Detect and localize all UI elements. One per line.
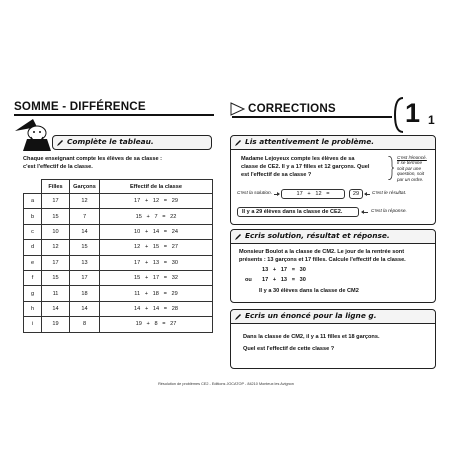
garcons-cell: 14 [70, 301, 100, 316]
solution-label: C'est la solution. [237, 191, 273, 196]
table-row [24, 270, 213, 285]
operand-a: 14 [134, 305, 141, 312]
reponse-label: C'est la réponse. [371, 209, 407, 214]
box3-line2: Quel est l'effectif de cette classe ? [243, 346, 335, 352]
chapter-subnumber: 1 [428, 113, 435, 127]
effectif-cell [100, 301, 213, 316]
row-label: g [24, 286, 42, 301]
filles-cell: 12 [42, 240, 70, 255]
box1-text-line1: Madame Lejoyeux compte les élèves de sa [241, 156, 355, 162]
effectif-table [23, 179, 213, 333]
box-ecris-enonce [230, 309, 436, 369]
box2-title: Ecris solution, résultat et réponse. [245, 231, 390, 240]
filles-cell: 17 [42, 194, 70, 209]
effectif-cell [100, 224, 213, 239]
effectif-cell [100, 255, 213, 270]
garcons-cell: 12 [70, 194, 100, 209]
operand-a: 15 [135, 213, 142, 220]
pencil-icon [234, 313, 242, 321]
note-enonce-line2: Il se termine [397, 160, 423, 166]
sum-result: 22 [170, 213, 177, 220]
operand-b: 13 [152, 259, 160, 266]
operand-a: 19 [135, 321, 142, 328]
sum-result: 29 [171, 198, 178, 205]
garcons-cell: 8 [70, 317, 100, 332]
left-title: SOMME - DIFFÉRENCE [14, 100, 146, 113]
col-effectif: Effectif de la classe [100, 180, 213, 194]
col-filles: Filles [42, 180, 70, 194]
row-label: b [24, 209, 42, 224]
operand-a: 17 [134, 198, 141, 205]
operand-a: 11 [134, 290, 141, 297]
effectif-cell [100, 209, 213, 224]
note-enonce [397, 155, 435, 182]
garcons-cell: 7 [70, 209, 100, 224]
operand-a: 15 [134, 275, 141, 282]
footer-credit: Résolution de problèmes CE2 - Editions JOCATOP - 84210 Monteux les Avignon [158, 382, 294, 386]
filles-cell: 15 [42, 209, 70, 224]
table-row [24, 224, 213, 239]
garcons-cell: 14 [70, 224, 100, 239]
row-label: e [24, 255, 42, 270]
table-corner [24, 180, 42, 194]
sum-result: 32 [171, 275, 178, 282]
operand-b: 14 [152, 228, 160, 235]
box-lis-probleme [230, 135, 436, 225]
box2-ou: ou [245, 277, 252, 283]
row-label: d [24, 240, 42, 255]
plus-sign: + [140, 244, 153, 251]
operand-b: 14 [152, 305, 160, 312]
note-enonce-line4: question, soit [397, 171, 425, 177]
sol-plus: + [307, 191, 311, 197]
filles-cell: 10 [42, 224, 70, 239]
plus-sign: + [140, 290, 153, 297]
plus-sign: + [141, 321, 155, 328]
note-enonce-line1: C'est l'énoncé. [397, 155, 427, 160]
equals-sign: = [158, 290, 172, 297]
sol-a: 17 [296, 191, 303, 197]
box3-header [231, 310, 435, 324]
box1-title: Lis attentivement le problème. [245, 137, 375, 146]
solution-expression [281, 189, 345, 199]
row-label: a [24, 194, 42, 209]
garcons-cell: 17 [70, 270, 100, 285]
operand-b: 18 [152, 290, 159, 297]
result-label: C'est le résultat. [372, 191, 407, 196]
complete-table-header [52, 135, 212, 150]
box2-text-line1: Monsieur Boulot a la classe de CM2. Le jour de la rentrée sont [239, 249, 405, 255]
table-row [24, 317, 213, 332]
note-enonce-line5: par un ordre. [397, 176, 424, 182]
garcons-cell: 13 [70, 255, 100, 270]
box2-header [231, 230, 435, 244]
plus-sign: + [141, 213, 155, 220]
equals-sign: = [159, 305, 172, 312]
operand-a: 12 [134, 244, 141, 251]
box3-title: Ecris un énoncé pour la ligne g. [245, 311, 377, 320]
sol-b: 12 [315, 191, 322, 197]
operand-b: 15 [152, 244, 160, 251]
filles-cell: 17 [42, 255, 70, 270]
filles-cell: 19 [42, 317, 70, 332]
sum-result: 27 [170, 321, 177, 328]
box1-header [231, 136, 435, 150]
result-arrow [365, 194, 370, 195]
row-label: c [24, 224, 42, 239]
sum-result: 28 [171, 305, 178, 312]
sum-result: 29 [171, 290, 178, 297]
effectif-cell [100, 240, 213, 255]
table-header-row [24, 180, 213, 194]
col-garcons: Garçons [70, 180, 100, 194]
sol-eq: = [326, 191, 330, 197]
equals-sign: = [157, 321, 171, 328]
effectif-cell [100, 194, 213, 209]
equals-sign: = [159, 198, 172, 205]
filles-cell: 14 [42, 301, 70, 316]
effectif-cell [100, 317, 213, 332]
garcons-cell: 15 [70, 240, 100, 255]
left-intro-line1: Chaque enseignant compte les élèves de sa classe : [23, 156, 162, 162]
plus-sign: + [140, 228, 153, 235]
complete-table-title: Complète le tableau. [67, 137, 154, 146]
play-arrow-icon [230, 102, 246, 116]
sum-result: 27 [171, 244, 178, 251]
solution-arrow [274, 194, 279, 195]
operand-b: 7 [154, 213, 158, 220]
answer-box: Il y a 29 élèves dans la classe de CE2. [237, 207, 359, 217]
box1-text-line3: est l'effectif de sa classe ? [241, 172, 312, 178]
garcons-cell: 18 [70, 286, 100, 301]
effectif-cell [100, 270, 213, 285]
pencil-icon [56, 139, 64, 147]
operand-a: 17 [134, 259, 141, 266]
filles-cell: 11 [42, 286, 70, 301]
table-row [24, 286, 213, 301]
sum-result: 30 [171, 259, 178, 266]
row-label: h [24, 301, 42, 316]
note-enonce-line3: soit par une [397, 165, 422, 171]
pencil-icon [234, 139, 242, 147]
equals-sign: = [157, 213, 171, 220]
operand-a: 10 [134, 228, 141, 235]
box2-calc2: 17 + 13 = 30 [262, 277, 306, 283]
box2-calc1: 13 + 17 = 30 [262, 267, 306, 273]
box2-text-line2: présents : 13 garçons et 17 filles. Calcule l'effectif de la classe. [239, 257, 406, 263]
equals-sign: = [159, 275, 172, 282]
corrections-underline [232, 116, 392, 118]
plus-sign: + [140, 198, 153, 205]
plus-sign: + [140, 305, 153, 312]
chapter-number: 1 [405, 98, 421, 128]
equals-sign: = [159, 259, 172, 266]
pencil-icon [234, 233, 242, 241]
equals-sign: = [159, 228, 172, 235]
corrections-title: CORRECTIONS [248, 102, 336, 115]
operand-b: 8 [154, 321, 158, 328]
plus-sign: + [140, 275, 153, 282]
box-solution-resultat [230, 229, 436, 303]
operand-b: 17 [152, 275, 160, 282]
left-intro-line2: c'est l'effectif de la classe. [23, 164, 93, 170]
table-row [24, 255, 213, 270]
plus-sign: + [140, 259, 153, 266]
reponse-arrow [362, 212, 368, 213]
sum-result: 24 [171, 228, 178, 235]
operand-b: 12 [152, 198, 160, 205]
left-title-underline [14, 114, 214, 116]
filles-cell: 15 [42, 270, 70, 285]
table-row [24, 301, 213, 316]
box2-answer: Il y a 30 élèves dans la classe de CM2 [259, 288, 359, 294]
equals-sign: = [159, 244, 172, 251]
row-label: i [24, 317, 42, 332]
table-row [24, 209, 213, 224]
table-row [24, 240, 213, 255]
result-box: 29 [349, 189, 363, 199]
row-label: f [24, 270, 42, 285]
box3-line1: Dans la classe de CM2, il y a 11 filles et 18 garçons. [243, 334, 380, 340]
box1-text-line2: classe de CE2. Il y a 17 filles et 12 garçons. Quel [241, 164, 370, 170]
table-row [24, 194, 213, 209]
effectif-cell [100, 286, 213, 301]
brace-icon [388, 156, 394, 180]
wizard-mascot-icon [13, 117, 53, 151]
